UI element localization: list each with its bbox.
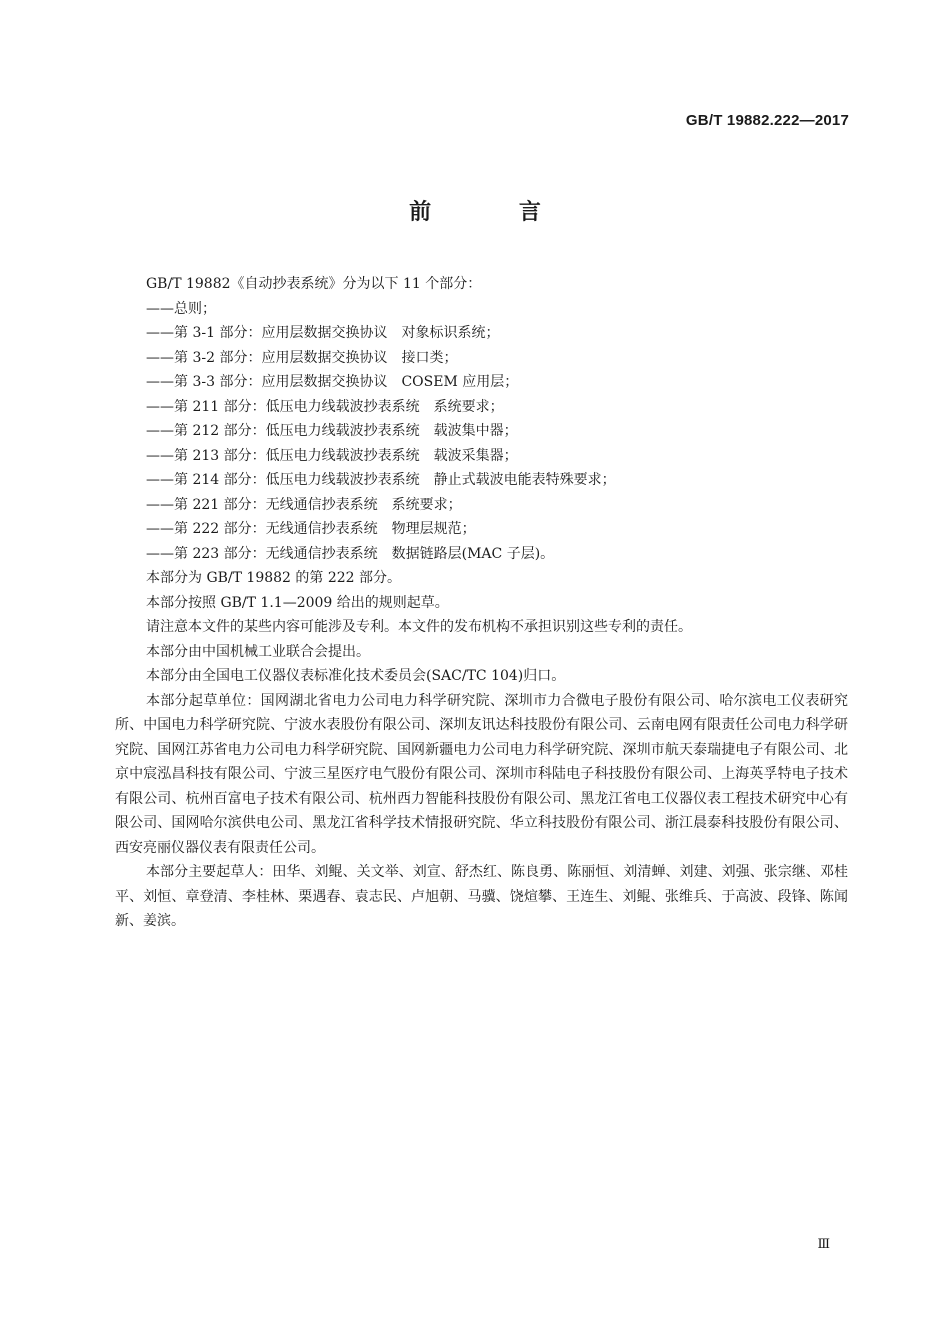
part-item: ——第 222 部分：无线通信抄表系统 物理层规范；: [146, 521, 476, 537]
part-item: ——第 214 部分：低压电力线载波抄表系统 静止式载波电能表特殊要求；: [146, 472, 616, 488]
statement-line: 本部分为 GB/T 19882 的第 222 部分。: [146, 570, 402, 586]
drafting-units-paragraph: 本部分起草单位：国网湖北省电力公司电力科学研究院、深圳市力合微电子股份有限公司、哈尔滨电工仪表研究所、中国电力科学研究院、宁波水表股份有限公司、深圳友讯达科技股份有限公司、云南电网有限责任公司电力科学研究院、国网江苏省电力公司电力科学研究院、国网新疆电力公司电力科学研究院、深圳市航天泰瑞捷电子有限公司、北京中宸泓昌科技有限公司、宁波三星医疗电气股份有限公司、深圳市科陆电子科技股份有限公司、上海英孚特电子技术有限公司、杭州百富电子技术有限公司、杭州西力智能科技股份有限公司、黑龙江省电工仪器仪表工程技术研究中心有限公司、国网哈尔滨供电公司、黑龙江省科学技术情报研究院、华立科技股份有限公司、浙江晨泰科技股份有限公司、西安亮丽仪器仪表有限责任公司。: [115, 692, 848, 856]
part-item: ——第 223 部分：无线通信抄表系统 数据链路层(MAC 子层)。: [146, 545, 555, 562]
part-item: ——第 213 部分：低压电力线载波抄表系统 载波采集器；: [146, 447, 518, 464]
part-item: ——第 221 部分：无线通信抄表系统 系统要求；: [146, 496, 462, 513]
drafters-paragraph: 本部分主要起草人：田华、刘鲲、关文举、刘宣、舒杰红、陈良勇、陈丽恒、刘清蝉、刘建、刘强、张宗继、邓桂平、刘恒、章登清、李桂林、栗遇春、袁志民、卢旭朝、马骥、饶煊攀、王连生、刘鲲、张维兵、于高波、段锋、陈闻新、姜滨。: [115, 864, 848, 929]
statement-line: 本部分由全国电工仪器仪表标准化技术委员会(SAC/TC 104)归口。: [146, 668, 566, 684]
part-item: ——第 3-3 部分：应用层数据交换协议 COSEM 应用层；: [146, 374, 519, 390]
statement-line: 本部分按照 GB/T 1.1—2009 给出的规则起草。: [146, 594, 449, 611]
statement-line: 请注意本文件的某些内容可能涉及专利。本文件的发布机构不承担识别这些专利的责任。: [146, 619, 692, 635]
page-title: 前 言: [409, 200, 581, 225]
part-item: ——第 3-1 部分：应用层数据交换协议 对象标识系统；: [146, 325, 500, 341]
page-number: Ⅲ: [817, 1237, 830, 1252]
standard-code: GB/T 19882.222—2017: [685, 112, 849, 129]
part-item: ——总则；: [146, 300, 216, 317]
statement-line: 本部分由中国机械工业联合会提出。: [146, 643, 370, 660]
part-item: ——第 211 部分：低压电力线载波抄表系统 系统要求；: [146, 398, 504, 415]
part-item: ——第 212 部分：低压电力线载波抄表系统 载波集中器；: [146, 423, 518, 439]
intro-line: GB/T 19882《自动抄表系统》分为以下 11 个部分：: [146, 276, 482, 292]
foreword-body: [115, 272, 848, 934]
part-item: ——第 3-2 部分：应用层数据交换协议 接口类；: [146, 349, 458, 366]
